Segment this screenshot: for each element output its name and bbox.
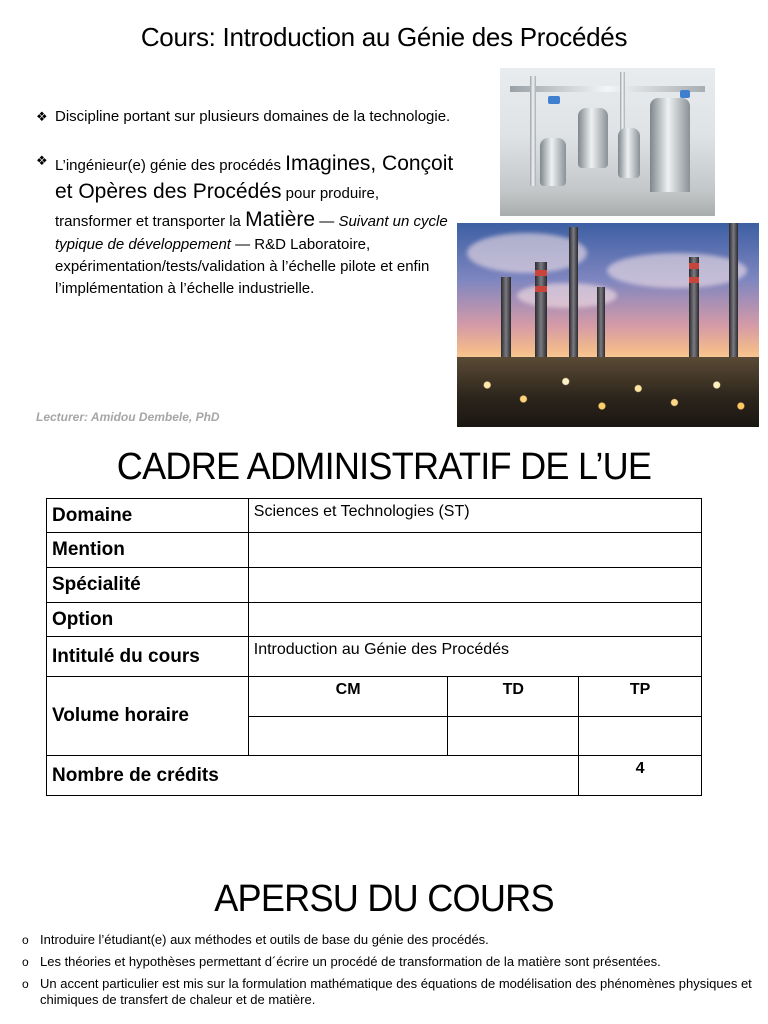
credits-value: 4 [579,756,702,796]
list-item [22,932,758,948]
list-item [22,954,758,970]
list-item-text: Les théories et hypothèses permettant d´écrire un procédé de transformation de la matière sont présentées. [40,954,661,969]
list-item [22,976,758,1008]
bullet-engineer [36,150,456,300]
table-row [47,677,702,717]
list-item-text: Introduire l’étudiant(e) aux méthodes et outils de base du génie des procédés. [40,932,489,947]
intro-bullets [36,106,456,300]
col-header-tp: TP [579,677,702,717]
bullet-diamond-icon: ❖ [36,153,48,168]
row-value: Introduction au Génie des Procédés [248,637,701,677]
col-header-td: TD [448,677,579,717]
row-label: Domaine [47,499,249,533]
col-header-cm: CM [248,677,448,717]
row-label: Option [47,603,249,637]
list-item-text: Un accent particulier est mis sur la formulation mathématique des équations de modélisation des phénomènes physiques et chimiques de transfert de chaleur et de matière. [40,976,752,1007]
bullet-text-3: pour produire, transformer et transporter la [55,185,380,230]
row-value: Sciences et Technologies (ST) [248,499,701,533]
table-row [47,499,702,533]
bullet-text-1: L’ingénieur(e) génie des procédés [55,157,286,174]
credits-label: Nombre de crédits [47,756,579,796]
row-label: Mention [47,533,249,568]
circle-bullet-icon: o [22,955,29,969]
admin-section-title: CADRE ADMINISTRATIF DE L’UE [116,446,652,488]
bullet-text-dash: — [315,213,339,230]
row-value [248,533,701,568]
table-row [47,533,702,568]
circle-bullet-icon: o [22,933,29,947]
page-title: Cours: Introduction au Génie des Procédés [140,22,628,52]
overview-section-title: APERSU DU COURS [214,878,554,920]
circle-bullet-icon: o [22,977,29,991]
bullet-text-7: — R&D Laboratoire, expérimentation/tests/validation à l’échelle pilote et enfin l’implémentation à l’échelle industrielle. [55,236,430,297]
volume-label: Volume horaire [47,677,249,756]
bullet-diamond-icon: ❖ [36,109,48,124]
row-label: Intitulé du cours [47,637,249,677]
tp-value [579,717,702,756]
lecturer-credit: Lecturer: Amidou Dembele, PhD [36,410,220,424]
refinery-photo [457,223,759,427]
row-label: Spécialité [47,568,249,603]
td-value [448,717,579,756]
row-value [248,603,701,637]
table-row [47,603,702,637]
bullet-text: Discipline portant sur plusieurs domaines de la technologie. [55,108,451,125]
row-value [248,568,701,603]
table-row [47,568,702,603]
overview-list [22,932,758,1014]
table-row [47,756,702,796]
bullet-text-cycle: Suivant un cycle typique de développement [55,213,448,253]
bullet-discipline [36,106,456,128]
lab-equipment-photo [500,68,715,216]
admin-table [46,498,702,796]
bullet-text-emphasis: Imagines, Conçoit et Opères des Procédés [55,152,454,203]
cm-value [248,717,448,756]
table-row [47,637,702,677]
bullet-text-matiere: Matière [245,208,316,231]
